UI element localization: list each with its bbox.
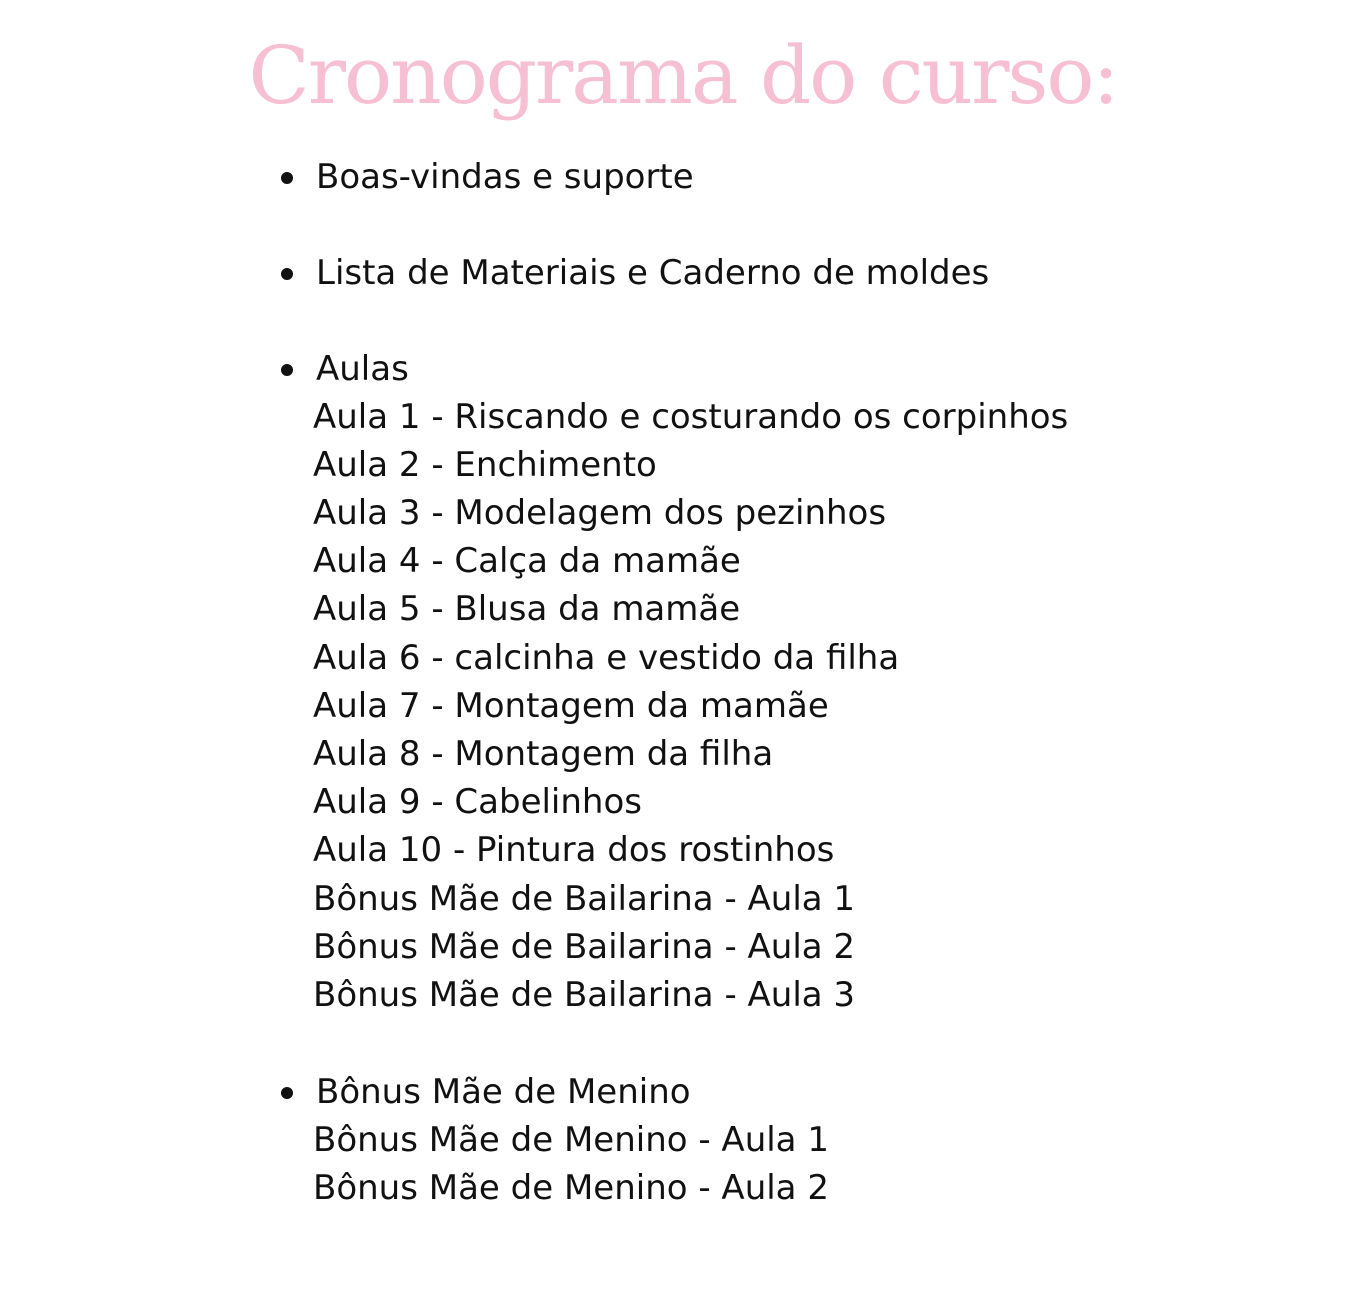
list-item: Bônus Mãe de Menino <box>316 1072 691 1112</box>
bullet-icon <box>281 1087 293 1099</box>
lesson-item: Bônus Mãe de Bailarina - Aula 2 <box>313 927 856 967</box>
bullet-icon <box>281 268 293 280</box>
lesson-item: Aula 7 - Montagem da mamãe <box>313 686 829 726</box>
lesson-item: Aula 9 - Cabelinhos <box>313 782 642 822</box>
list-item: Lista de Materiais e Caderno de moldes <box>316 253 990 293</box>
lesson-item: Bônus Mãe de Menino - Aula 1 <box>313 1120 829 1160</box>
lesson-item: Bônus Mãe de Bailarina - Aula 3 <box>313 975 856 1015</box>
lesson-item: Aula 8 - Montagem da filha <box>313 734 774 774</box>
bullet-icon <box>281 172 293 184</box>
bullet-icon <box>281 364 293 376</box>
lesson-item: Bônus Mãe de Bailarina - Aula 1 <box>313 879 856 919</box>
list-item: Boas-vindas e suporte <box>316 157 694 197</box>
lesson-item: Aula 4 - Calça da mamãe <box>313 541 741 581</box>
lesson-item: Aula 6 - calcinha e vestido da filha <box>313 638 900 678</box>
lesson-item: Aula 1 - Riscando e costurando os corpinhos <box>313 397 1069 437</box>
page-title: Cronograma do curso: <box>248 29 1118 122</box>
list-item: Aulas <box>316 349 409 389</box>
lesson-item: Bônus Mãe de Menino - Aula 2 <box>313 1168 829 1208</box>
lesson-item: Aula 5 - Blusa da mamãe <box>313 589 741 629</box>
lesson-item: Aula 10 - Pintura dos rostinhos <box>313 830 835 870</box>
lesson-item: Aula 2 - Enchimento <box>313 445 657 485</box>
lesson-item: Aula 3 - Modelagem dos pezinhos <box>313 493 887 533</box>
